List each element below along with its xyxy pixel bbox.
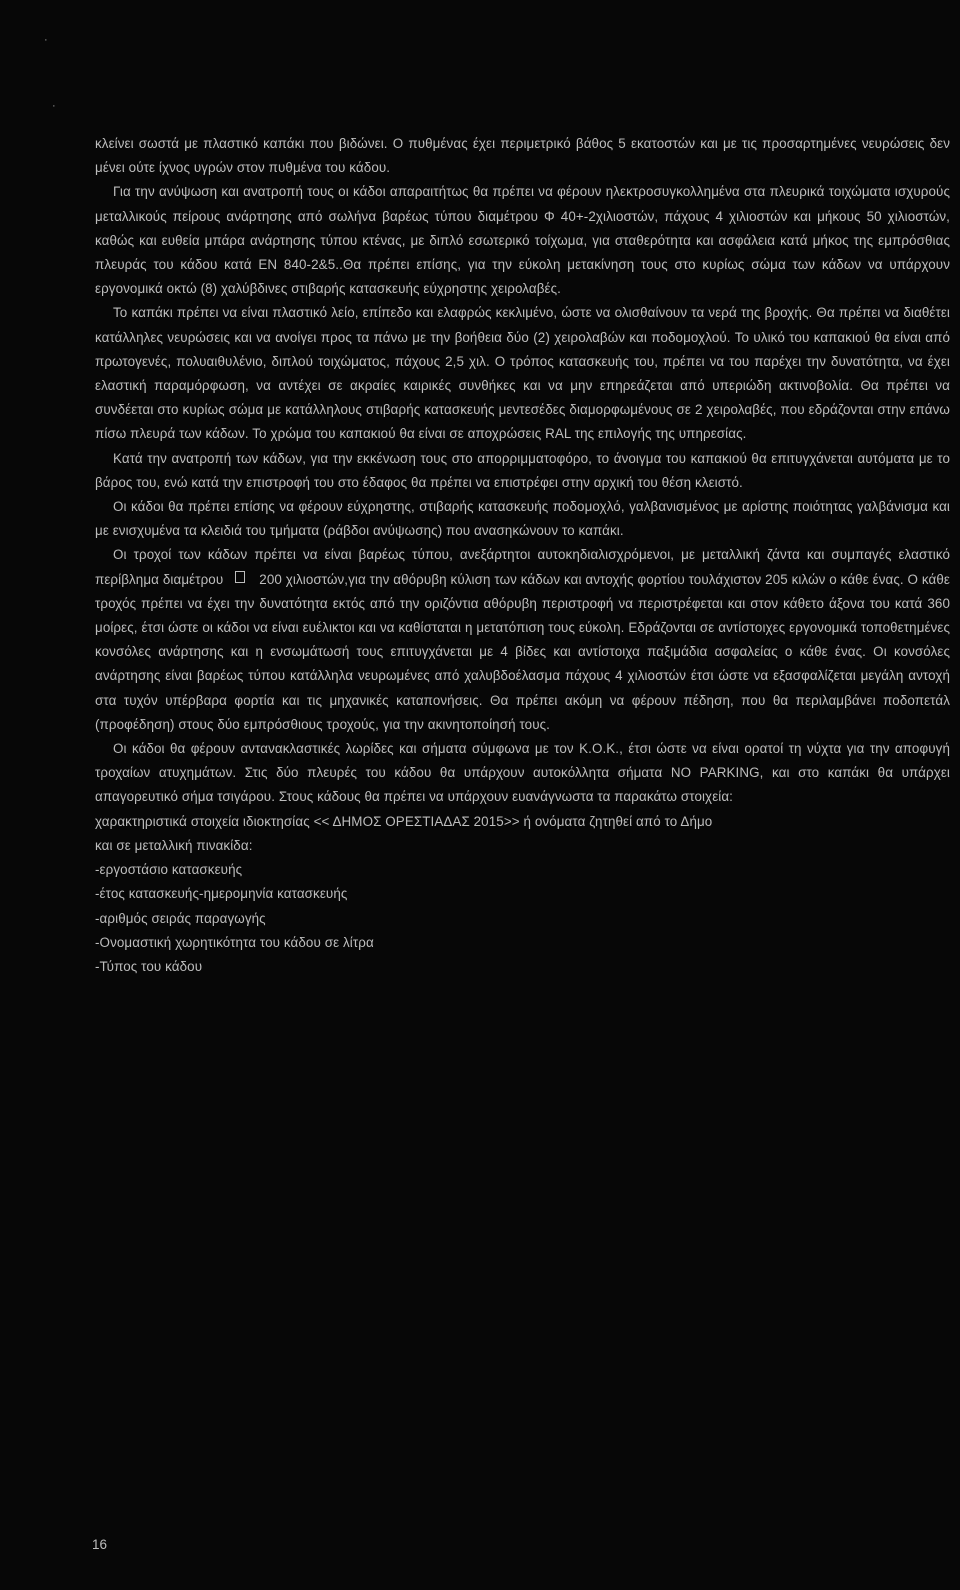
ownership-line: χαρακτηριστικά στοιχεία ιδιοκτησίας << ΔΗΜΟΣ ΟΡΕΣΤΙΑΔΑΣ 2015>> ή ονόματα ζητηθεί από το Δήμο	[95, 813, 713, 829]
plate-intro: και σε μεταλλική πινακίδα:	[95, 837, 253, 853]
paragraph: Το καπάκι πρέπει να είναι πλαστικό λείο, επίπεδο και ελαφρώς κεκλιμένο, ώστε να ολισθαίνουν τα νερά της βροχής. Θα πρέπει να διαθέτει κατάλληλες νευρώσεις και να ανοίγει προς τα πάνω με την βοήθεια δύο (2) χειρολαβών και ποδομοχλού. Το υλικό του καπακιού θα είναι από πρωτογενές, πολυαιθυλένιο, διπλού τοιχώματος, πάχους 2,5 χιλ. Ο τρόπος κατασκευής του, πρέπει να του παρέχει την δυνατότητα, να έχει ελαστική παραμόρφωση, να αντέχει σε ακραίες καιρικές συνθήκες και να μην επηρεάζεται από υπεριώδη ακτινοβολία. Θα πρέπει να συνδέεται στο κυρίως σώμα με κατάλληλους στιβαρής κατασκευής μεντεσέδες διαμορφωμένους σε 2 χειρολαβές, που εδράζονται στην επάνω πίσω πλευρά των κάδων. Το χρώμα του καπακιού θα είναι σε αποχρώσεις RAL της επιλογής της υπηρεσίας.	[95, 305, 950, 442]
list-item: -αριθμός σειράς παραγωγής	[95, 910, 266, 926]
diameter-symbol-icon	[235, 571, 245, 583]
document-body	[95, 132, 950, 979]
scan-speck: ·	[44, 34, 48, 46]
paragraph: Οι κάδοι θα πρέπει επίσης να φέρουν εύχρηστης, στιβαρής κατασκευής ποδομοχλό, γαλβανισμένος με αρίστης ποιότητας γαλβάνισμα και με ενισχυμένα τα κλειδιά του τμήματα (ράβδοι ανύψωσης) που ανασηκώνουν το καπάκι.	[95, 499, 950, 539]
wheels-text-part1: Οι τροχοί των κάδων πρέπει να είναι βαρέως τύπου, ανεξάρτητοι αυτοκηδιαλισχρόμενοι, με μεταλλική ζάντα και συμπαγές ελαστικό περίβλημα διαμέτρου	[95, 547, 950, 587]
list-item: -Τύπος του κάδου	[95, 958, 203, 974]
plate-list	[95, 858, 950, 979]
scan-speck: ·	[52, 100, 56, 112]
list-item: -Ονομαστική χωρητικότητα του κάδου σε λίτρα	[95, 934, 374, 950]
paragraph: Κατά την ανατροπή των κάδων, για την εκκένωση τους στο απορριμματοφόρο, το άνοιγμα του καπακιού θα επιτυγχάνεται αυτόματα με το βάρος του, ενώ κατά την επιστροφή του στο έδαφος θα πρέπει να επιστρέφει στην αρχική του θέση κλειστό.	[95, 450, 950, 490]
paragraph: κλείνει σωστά με πλαστικό καπάκι που βιδώνει. Ο πυθμένας έχει περιμετρικό βάθος 5 εκατοστών και με τις προσαρτημένες νευρώσεις δεν μένει ούτε ίχνος υγρών στον πυθμένα του κάδου.	[95, 136, 950, 176]
paragraph-wheels	[95, 543, 950, 737]
wheels-text-part2: 200 χιλιοστών,για την αθόρυβη κύλιση των κάδων και αντοχής φορτίου τουλάχιστον 205 κιλών ο κάθε ένας. Ο κάθε τροχός πρέπει να έχει την δυνατότητα εκτός από την οριζόντια αθόρυβη περιστροφή να περιστρέφεται και στον κάθετο άξονα του κατά 360 μοίρες, έτσι ώστε οι κάδοι να είναι ευέλικτοι και να καθίσταται η μετατόπιση τους εύκολη. Εδράζονται σε αντίστοιχες εργονομικά τοποθετημένες κονσόλες ανάρτησης και η ενσωμάτωσή τους επιτυγχάνεται με 4 βίδες και αντίστοιχα παξιμάδια ασφαλείας ο κάθε ένας. Οι κονσόλες ανάρτησης είναι βαρέως τύπου κατάλληλα νευρωμένες από χαλυβδοέλασμα πάχους 4 χιλιοστών έτσι ώστε να εξασφαλίζεται μεγάλη αντοχή στα τυχόν υπέρβαρα φορτία και τις μηχανικές καταπονήσεις. Θα πρέπει ακόμη να φέρουν πέδηση, που θα περιλαμβάνει ποδοπετάλ (προφέδηση) στους δύο εμπρόσθιους τροχούς, για την ακινητοποίησή τους.	[95, 571, 950, 732]
paragraph: Για την ανύψωση και ανατροπή τους οι κάδοι απαραιτήτως θα πρέπει να φέρουν ηλεκτροσυγκολλημένα στα πλευρικά τοιχώματα ισχυρούς μεταλλικούς πείρους ανάρτησης από σωλήνα βαρέως τύπου διαμέτρου Φ 40+-2χιλιοστών, πάχους 4 χιλιοστών και μήκους 50 χιλιοστών, καθώς και ευθεία μπάρα ανάρτησης τύπου κτένας, με διπλό εσωτερικό τοίχωμα, για σταθερότητα και ασφάλεια κατά μήκος της εμπρόσθιας πλευράς του κάδου κατά ΕΝ 840-2&5..Θα πρέπει επίσης, για την εύκολη μετακίνηση τους στο κυρίως σώμα των κάδων να υπάρχουν εργονομικά οκτώ (8) χαλύβδινες στιβαρής κατασκευής εύχρηστης χειρολαβές.	[95, 184, 950, 297]
paragraph: Οι κάδοι θα φέρουν αντανακλαστικές λωρίδες και σήματα σύμφωνα με τον Κ.Ο.Κ., έτσι ώστε να είναι ορατοί τη νύχτα για την αποφυγή τροχαίων ατυχημάτων. Στις δύο πλευρές του κάδου θα υπάρχουν αυτοκόλλητα σήματα NO PARKING, και στο καπάκι θα υπάρχει απαγορευτικό σήμα τσιγάρου. Στους κάδους θα πρέπει να υπάρχουν ευανάγνωστα τα παρακάτω στοιχεία:	[95, 741, 950, 805]
list-item: -έτος κατασκευής-ημερομηνία κατασκευής	[95, 886, 348, 902]
page-number: 16	[92, 1537, 108, 1552]
list-item: -εργοστάσιο κατασκευής	[95, 862, 243, 878]
